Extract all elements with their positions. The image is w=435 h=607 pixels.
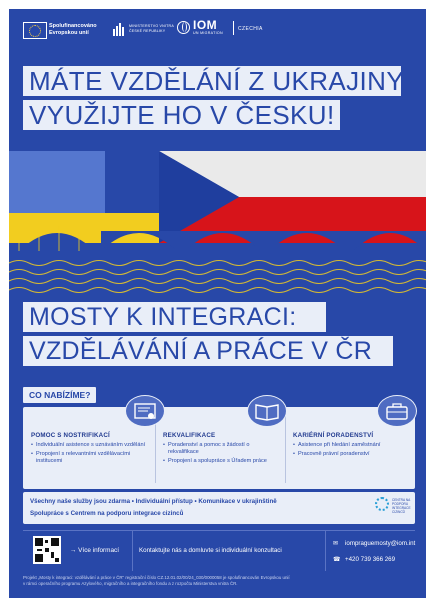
phone-icon: ☎ (333, 557, 341, 563)
contact-message: Kontaktujte nás a domluvte si individuální konzultaci (139, 547, 282, 554)
funding-footnote: Projekt „Mosty k integraci: vzdělávání a práce v ČR" registrační číslo CZ.12.01.02/00/24_030/0000058 je spolufinancován Evropskou unií v rámci operačního programu Azylového, migračního a integračního fondu a z rozpočtu Ministerstva vnitra ČR. (23, 575, 290, 586)
offer-item: • Propojení a spolupráce s Úřadem práce (163, 458, 281, 465)
poster (9, 9, 426, 598)
eu-cofinanced-label: Spolufinancováno Evropskou unií (49, 23, 97, 36)
offer-item: • Poradenství a pomoc s žádostí o rekvalifikace (163, 442, 281, 456)
offer-item: • Asistence při hledání zaměstnání (293, 442, 411, 449)
headline (23, 66, 419, 134)
services-features: Všechny naše služby jsou zdarma • Individuální přístup • Komunikace v ukrajinštině (30, 498, 277, 505)
offer-item: • Pracovně právní poradenství (293, 451, 411, 458)
book-icon (247, 395, 287, 427)
phone-contact[interactable]: ☎ +420 739 366 269 (333, 556, 396, 563)
iom-logo: IOM UN MIGRATION (193, 18, 223, 35)
subheadline-line-1: MOSTY K INTEGRACI: (23, 302, 326, 332)
subheadline-line-2: VZDĚLÁVÁNÍ A PRÁCE V ČR (23, 336, 393, 366)
contact-strip (23, 530, 415, 571)
certificate-icon (125, 395, 165, 427)
briefcase-icon (377, 395, 417, 427)
contact-divider (325, 531, 326, 571)
services-strip (23, 492, 415, 524)
ministry-label: MINISTERSTVO VNITRA ČESKÉ REPUBLIKY (129, 24, 174, 33)
mail-icon: ✉ (333, 541, 339, 547)
logo-bar (9, 9, 426, 51)
eu-flag-icon (23, 22, 47, 39)
offer-title: KARIÉRNÍ PORADENSTVÍ (293, 432, 374, 439)
services-partner: Spolupráce s Centrem na podporu integrace cizinců (30, 510, 184, 517)
integration-center-logo-icon (375, 497, 389, 511)
integration-center-label: CENTRA NA PODPORU INTEGRACE CIZINCŮ (392, 498, 411, 514)
offer-item: • Propojení s relevantními vzdělávacími institucemi (31, 451, 149, 465)
logo-divider (233, 21, 234, 35)
iom-globe-icon (177, 21, 190, 34)
offer-section (23, 387, 415, 489)
headline-line-1: MÁTE VZDĚLÁNÍ Z UKRAJINY? (23, 66, 401, 96)
offer-item: • Individuální asistence s uznáváním vzdělání (31, 442, 149, 449)
country-label: CZECHIA (238, 26, 263, 32)
headline-line-2: VYUŽIJTE HO V ČESKU! (23, 100, 340, 130)
flag-bridge-illustration (9, 151, 426, 311)
contact-divider (132, 531, 133, 571)
more-info-link[interactable]: → Více informací (70, 547, 120, 554)
offer-panel (23, 407, 415, 489)
offer-title: POMOC S NOSTRIFIKACÍ (31, 432, 110, 439)
email-contact[interactable]: ✉ iompraguemosty@iom.int (333, 540, 416, 547)
qr-code-icon[interactable] (33, 536, 61, 564)
ministry-logo-icon (113, 23, 125, 36)
offer-tag: CO NABÍZÍME? (23, 387, 96, 403)
offer-title: REKVALIFIKACE (163, 432, 216, 439)
